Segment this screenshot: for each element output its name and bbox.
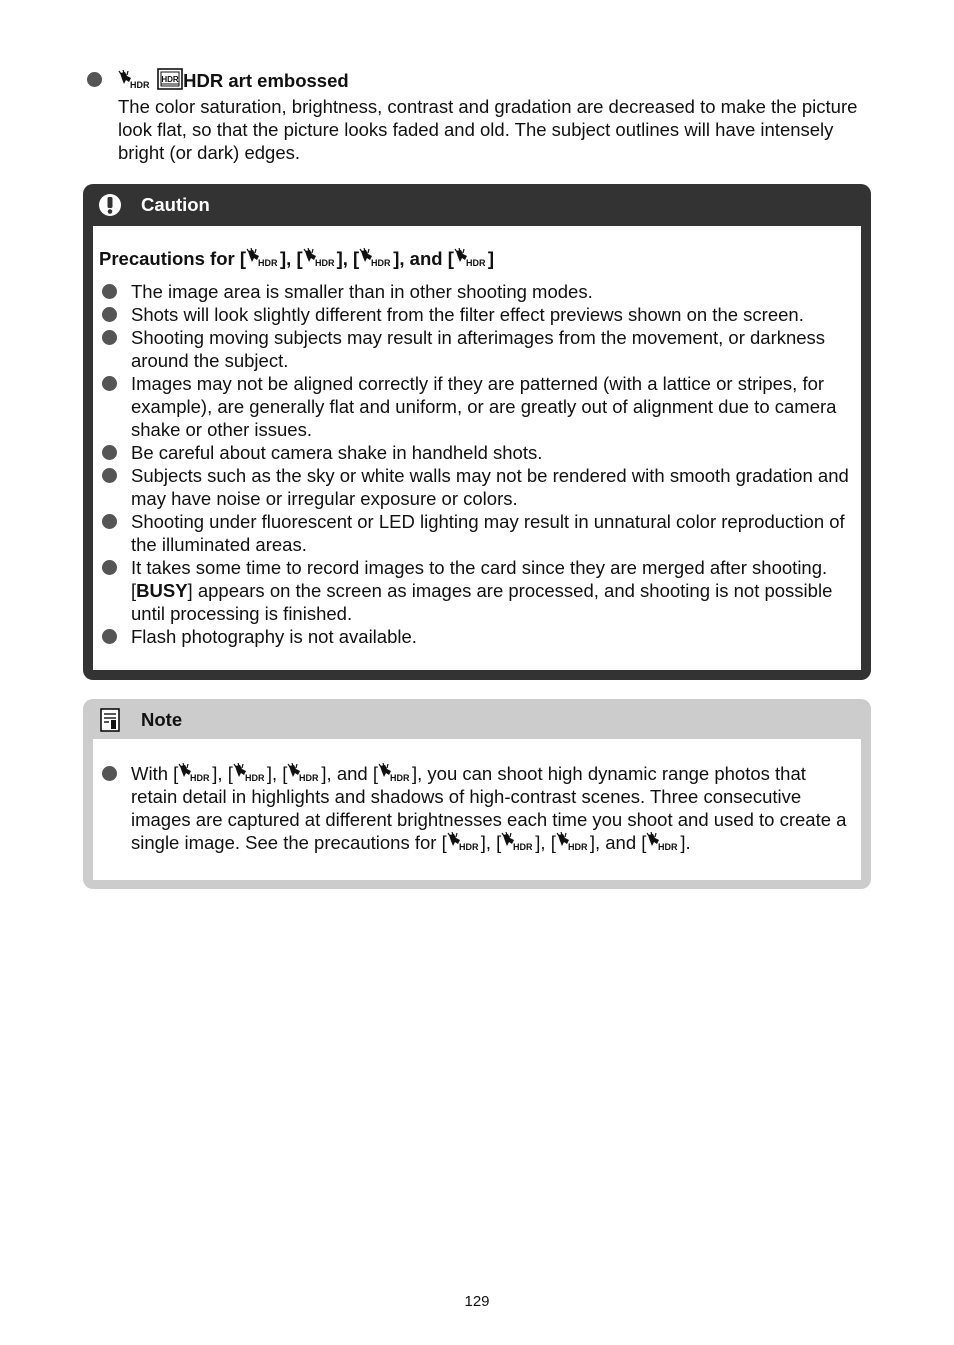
heading-text: ], [ [336, 248, 360, 269]
hdr-art-vivid-mode-icon [303, 248, 337, 268]
bullet [102, 284, 117, 299]
heading-text: ], [ [280, 248, 303, 269]
svg-text:HDR: HDR [465, 258, 486, 268]
list-item-text: Flash photography is not available. [131, 626, 417, 647]
list-item-text: Shots will look slightly different from the filter effect previews shown on the screen. [131, 304, 804, 325]
note-text: ], you can shoot high dynamic range photos that retain detail in highlights and shadows of high-contrast scenes. Three consecutive images are captured at different brightnesses each time you shoot and used to create a single image. See the precautions for [ [131, 763, 847, 853]
caution-box [83, 184, 871, 680]
svg-text:HDR: HDR [658, 842, 678, 852]
svg-text:HDR: HDR [161, 75, 179, 84]
item-title-text: HDR art embossed [183, 70, 349, 91]
svg-text:HDR: HDR [258, 258, 278, 268]
busy-label: BUSY [136, 580, 188, 601]
hdr-art-embossed-mode-icon [454, 248, 488, 268]
bullet [102, 445, 117, 460]
svg-text:HDR: HDR [299, 773, 319, 783]
bullet [102, 560, 117, 575]
bullet [102, 376, 117, 391]
note-text: ], [ [535, 832, 556, 853]
list-item [99, 762, 849, 854]
list-item [99, 556, 849, 625]
hdr-art-standard-mode-icon [447, 832, 481, 852]
note-icon [100, 708, 120, 737]
caution-heading [99, 247, 494, 270]
list-item [99, 326, 849, 372]
list-item-text: ] appears on the screen as images are processed, and shooting is not possible until processing is finished. [131, 580, 833, 624]
hdr-art-bold-mode-icon [287, 763, 321, 783]
hdr-art-embossed-mode-icon [378, 763, 412, 783]
caution-header [83, 184, 871, 226]
hdr-art-standard-mode-icon [246, 248, 280, 268]
bullet [102, 330, 117, 345]
bullet [102, 766, 117, 781]
hdr-art-bold-mode-icon [556, 832, 590, 852]
hdr-art-embossed-mode-icon [646, 832, 680, 852]
caution-body [93, 226, 861, 670]
list-item [99, 372, 849, 441]
svg-text:HDR: HDR [458, 842, 479, 852]
svg-text:HDR: HDR [567, 842, 588, 852]
heading-text: Precautions for [ [99, 248, 246, 269]
bullet [102, 468, 117, 483]
note-text: ], and [ [321, 763, 378, 784]
bullet [102, 307, 117, 322]
caution-icon [98, 193, 122, 222]
list-item-text: Subjects such as the sky or white walls may not be rendered with smooth gradation and may have noise or irregular exposure or colors. [131, 465, 849, 509]
bullet [87, 72, 102, 87]
list-item [99, 441, 849, 464]
heading-text: ] [487, 248, 495, 269]
page-number: 129 [464, 1293, 490, 1310]
hdr-art-vivid-mode-icon [233, 763, 267, 783]
svg-text:HDR: HDR [371, 258, 391, 268]
item-description: The color saturation, brightness, contrast and gradation are decreased to make the picture look flat, so that the picture looks faded and old. The subject outlines will have intensely bright (or dark) edges. [118, 96, 858, 163]
bullet [102, 629, 117, 644]
note-title: Note [141, 709, 183, 730]
list-item-text: Shooting under fluorescent or LED lighting may result in unnatural color reproduction of the illuminated areas. [131, 511, 845, 555]
hdr-art-standard-mode-icon [178, 763, 212, 783]
caution-title: Caution [141, 194, 210, 215]
svg-text:HDR: HDR [244, 773, 265, 783]
item-title [118, 68, 349, 92]
caution-list [99, 280, 849, 648]
list-item-text: Images may not be aligned correctly if they are patterned (with a lattice or stripes, for example), are generally flat and uniform, or are greatly out of alignment due to camera shake or other issues. [131, 373, 837, 440]
svg-text:HDR: HDR [130, 80, 150, 90]
svg-text:HDR: HDR [389, 773, 410, 783]
note-text: ]. [680, 832, 691, 853]
svg-text:HDR: HDR [513, 842, 533, 852]
note-list [99, 762, 849, 854]
hdr-icon [157, 68, 183, 90]
note-body [93, 739, 861, 880]
svg-text:HDR: HDR [314, 258, 335, 268]
note-box [83, 699, 871, 889]
list-item [99, 464, 849, 510]
list-item [99, 625, 849, 648]
svg-text:HDR: HDR [190, 773, 210, 783]
note-text: ], [ [266, 763, 288, 784]
bullet [102, 514, 117, 529]
heading-text: ], and [ [393, 248, 454, 269]
note-text: ], [ [480, 832, 502, 853]
hdr-art-bold-mode-icon [359, 248, 393, 268]
list-item [99, 510, 849, 556]
list-item-text: Shooting moving subjects may result in afterimages from the movement, or darkness around the subject. [131, 327, 826, 371]
note-text: With [ [131, 763, 179, 784]
list-item [99, 280, 849, 303]
hdr-art-vivid-mode-icon [501, 832, 535, 852]
note-text: ], [ [212, 763, 233, 784]
list-item-text: Be careful about camera shake in handheld shots. [131, 442, 543, 463]
list-item-text: The image area is smaller than in other shooting modes. [131, 281, 593, 302]
list-item-text: It takes some time to record images to the card since they are merged after shooting. [ [131, 557, 828, 601]
list-item [99, 303, 849, 326]
note-text: ], and [ [589, 832, 647, 853]
hdr-art-embossed-mode-icon [118, 70, 152, 90]
